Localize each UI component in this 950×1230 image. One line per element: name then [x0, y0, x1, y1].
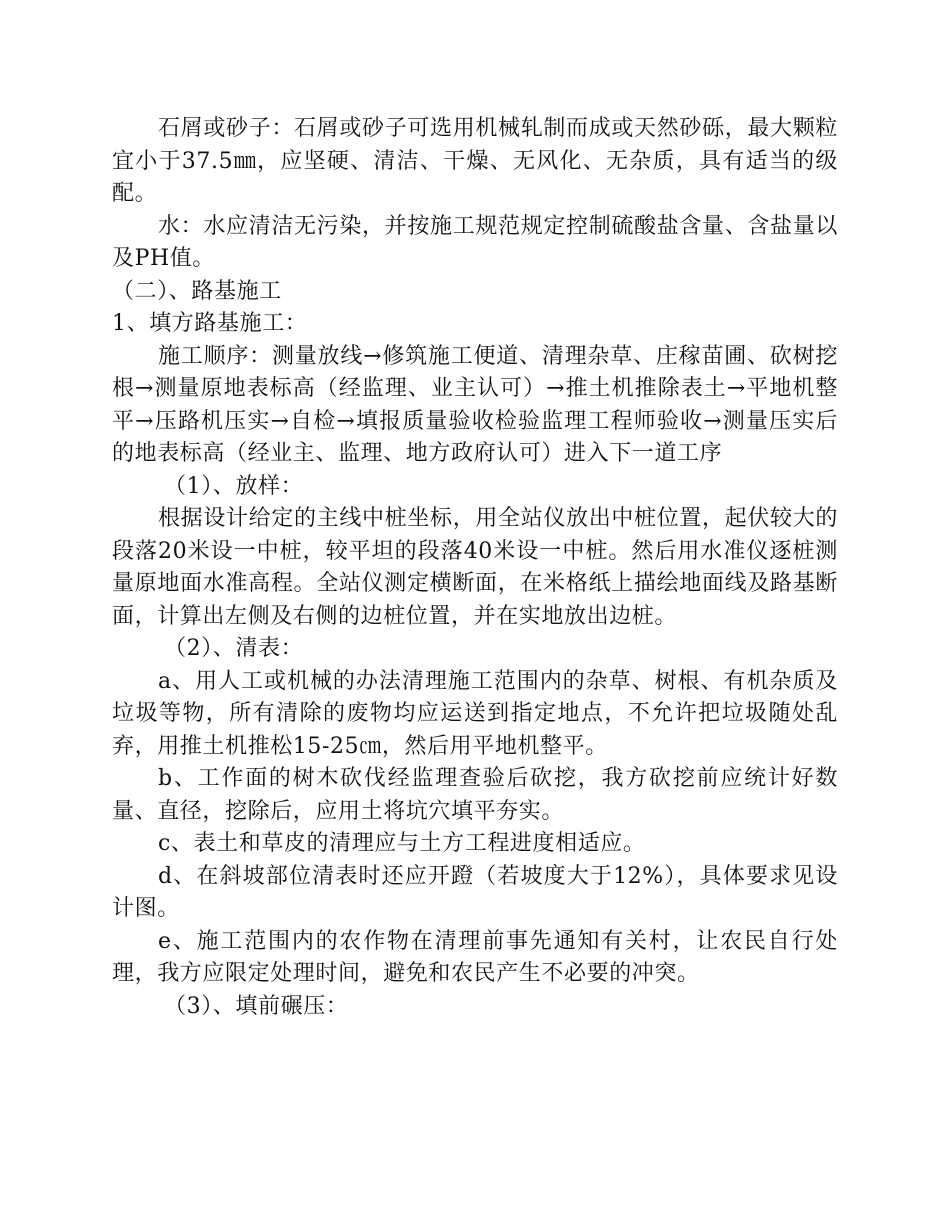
- document-page: [112, 113, 838, 1023]
- paragraph-setout: 根据设计给定的主线中桩坐标，用全站仪放出中桩位置，起伏较大的段落20米设一中桩，较平坦的段落40米设一中桩。然后用水准仪逐桩测量原地面水准高程。全站仪测定横断面，在米格纸上描绘地面线及路基断面，计算出左侧及右侧的边桩位置，并在实地放出边桩。: [112, 506, 838, 629]
- item-heading-pre-compaction: （3）、填前碾压：: [164, 993, 349, 1019]
- paragraph-clearing-a: a、用人工或机械的办法清理施工范围内的杂草、树根、有机杂质及垃圾等物，所有清除的废物均应运送到指定地点，不允许把垃圾随处乱弃，用推土机推松15-25㎝，然后用平地机整平。: [112, 668, 838, 759]
- item-heading-setout: （1）、放样：: [164, 473, 304, 499]
- paragraph-clearing-d: d、在斜坡部位清表时还应开蹬（若坡度大于12%），具体要求见设计图。: [112, 863, 838, 921]
- subsection-heading-fill-subgrade: 1、填方路基施工：: [112, 311, 308, 336]
- paragraph-stone-chips: 石屑或砂子：石屑或砂子可选用机械轧制而成或天然砂砾，最大颗粒宜小于37.5㎜，应坚硬、清洁、干燥、无风化、无杂质，具有适当的级配。: [112, 116, 838, 206]
- paragraph-clearing-e: e、施工范围内的农作物在清理前事先通知有关村，让农民自行处理，我方应限定处理时间，避免和农民产生不必要的冲突。: [112, 928, 838, 986]
- paragraph-construction-sequence: 施工顺序：测量放线→修筑施工便道、清理杂草、庄稼苗圃、砍树挖根→测量原地表标高（经监理、业主认可）→推土机推除表土→平地机整平→压路机压实→自检→填报质量验收检验监理工程师验收→测量压实后的地表标高（经业主、监理、地方政府认可）进入下一道工序: [112, 343, 838, 466]
- paragraph-water: 水：水应清洁无污染，并按施工规范规定控制硫酸盐含量、含盐量以及PH值。: [112, 213, 838, 271]
- paragraph-clearing-b: b、工作面的树木砍伐经监理查验后砍挖，我方砍挖前应统计好数量、直径，挖除后，应用土将坑穴填平夯实。: [112, 766, 838, 824]
- paragraph-clearing-c: c、表土和草皮的清理应与土方工程进度相适应。: [158, 831, 646, 856]
- item-heading-clearing: （2）、清表：: [164, 636, 304, 661]
- section-heading-subgrade: （二）、路基施工: [112, 278, 282, 304]
